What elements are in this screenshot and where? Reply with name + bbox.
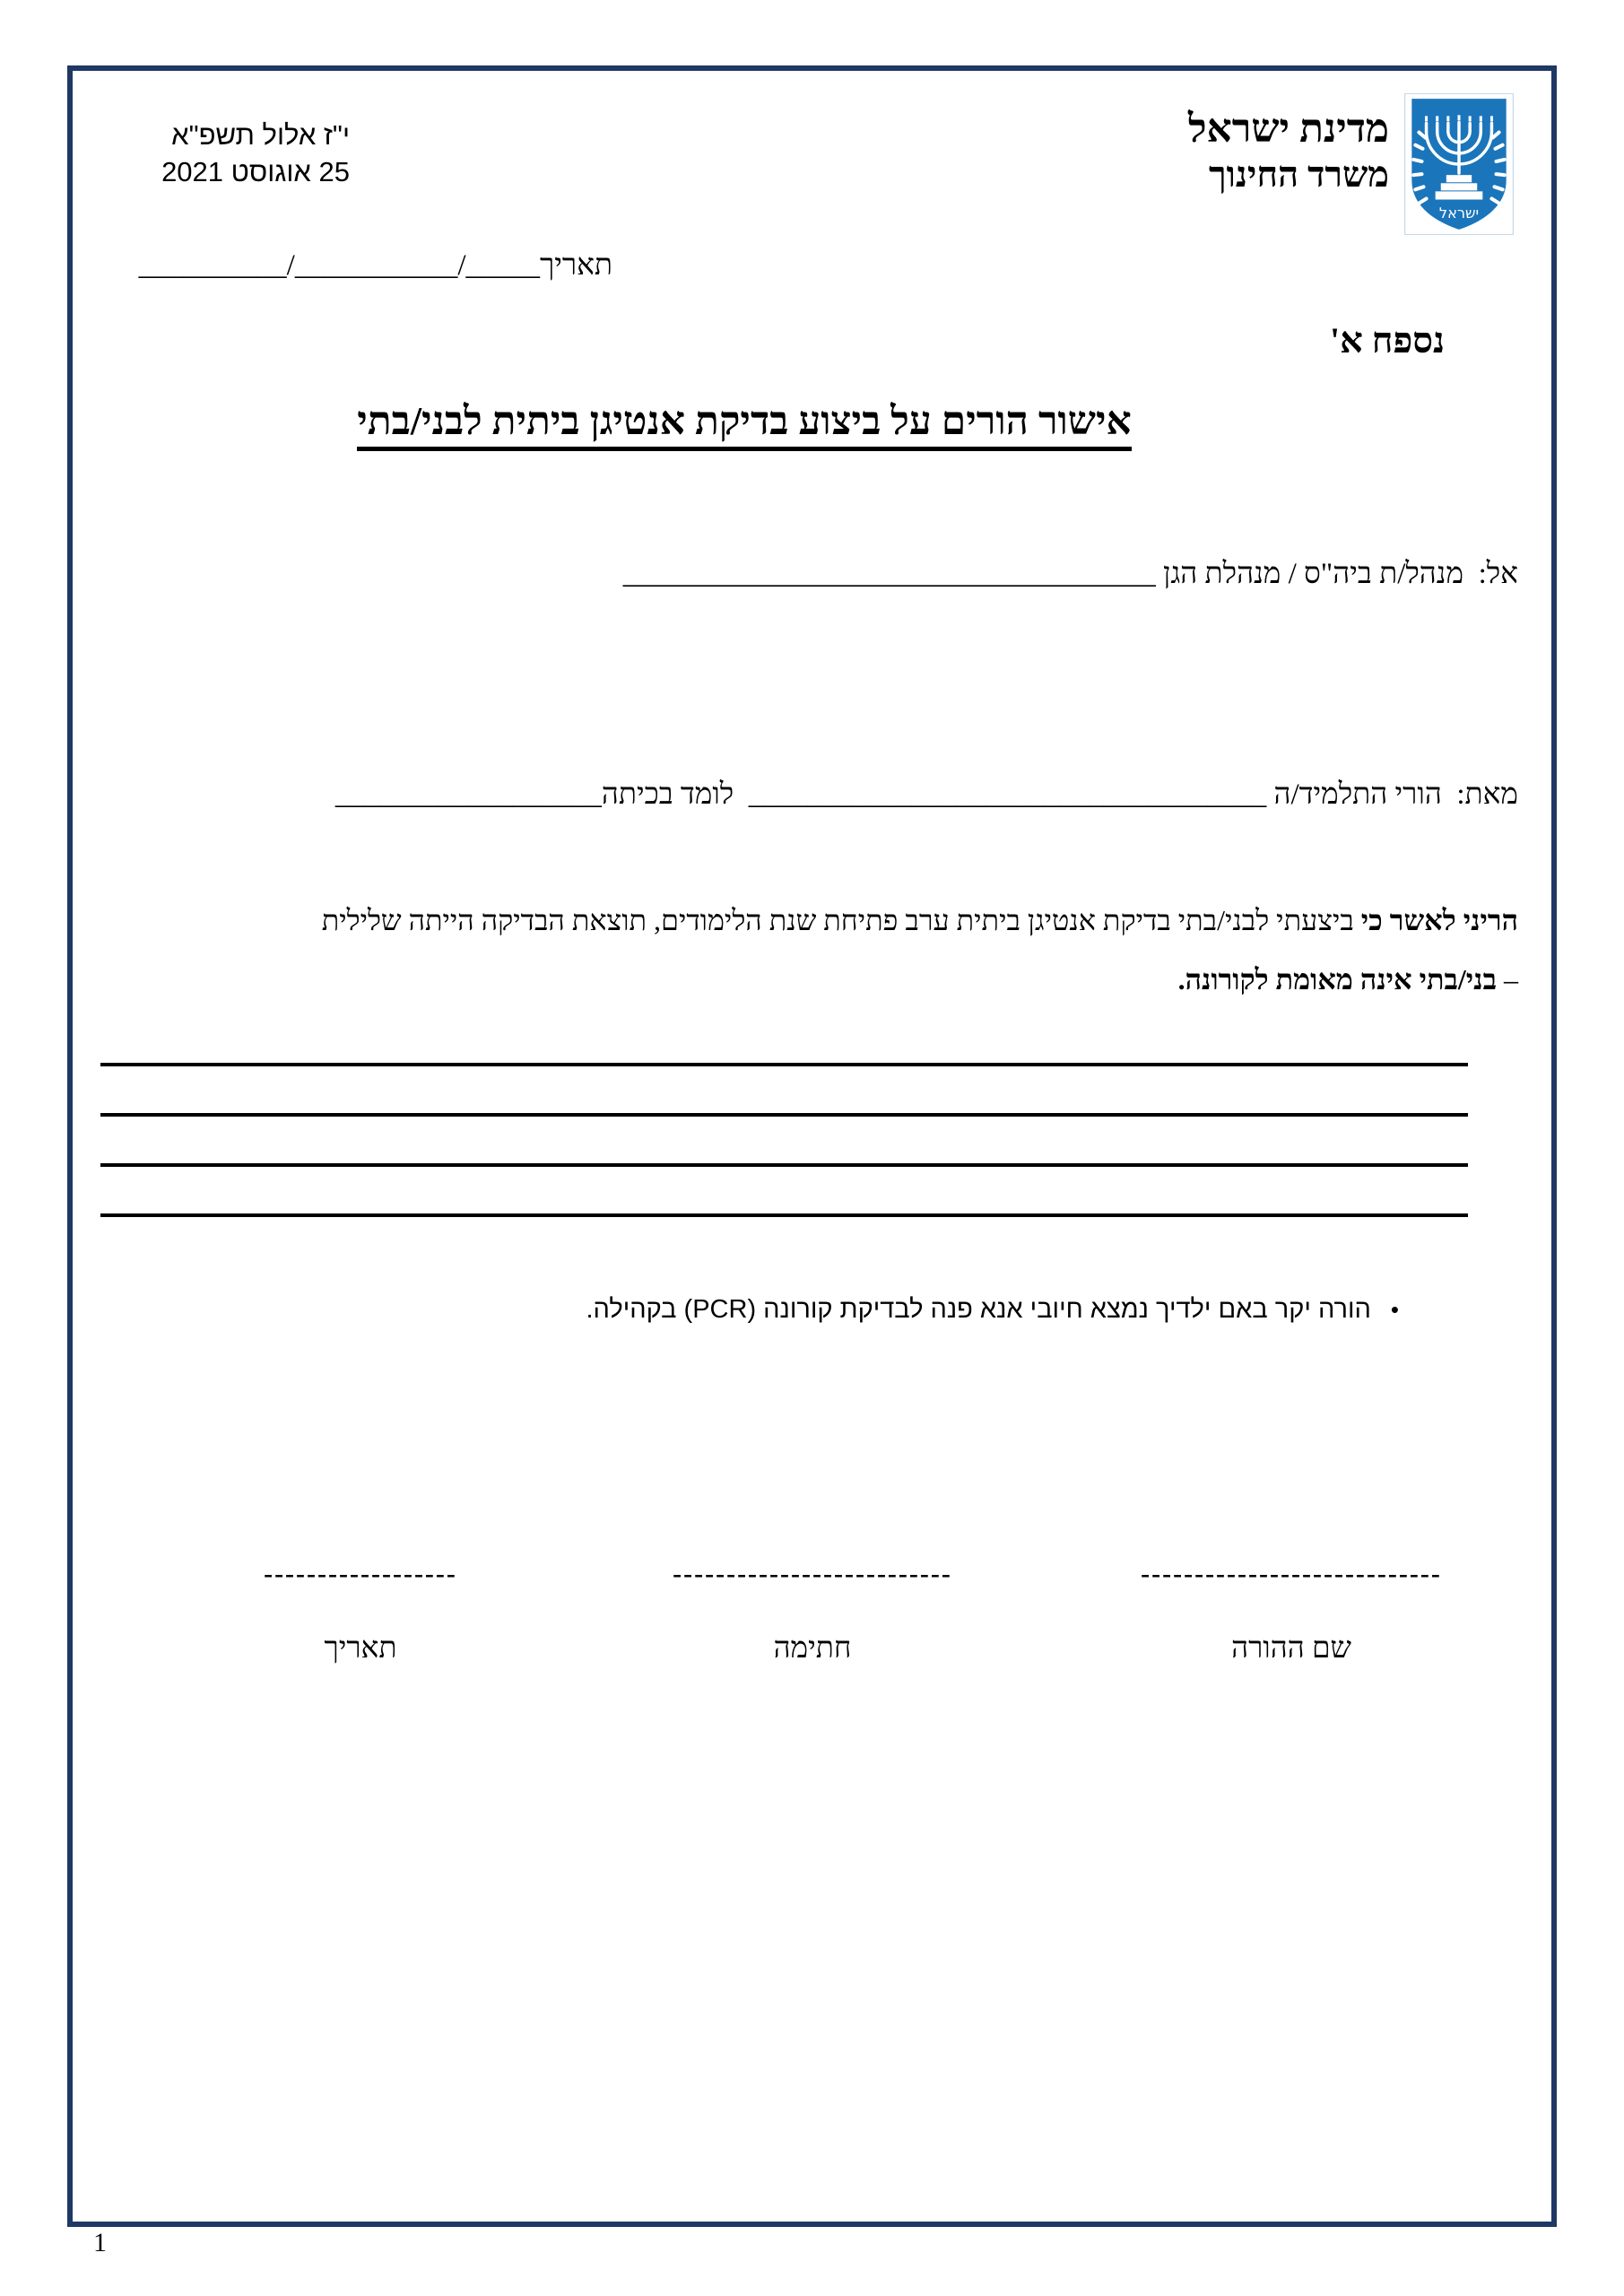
signature-label: תאריך: [324, 1632, 397, 1665]
bullet-note: [586, 1295, 1400, 1325]
signature-field-date: [172, 1559, 549, 1665]
signature-dashed-line: --------------------------: [673, 1559, 952, 1588]
declaration-bold-end: בני/בתי אינה מאומת לקורונה.: [1177, 963, 1497, 996]
student-name-blank-line: ___________________________________: [748, 778, 1267, 811]
signature-label: חתימה: [773, 1632, 852, 1665]
blank-writing-line: [100, 1063, 1468, 1066]
signature-field-signature: [624, 1559, 1001, 1665]
declaration-dash: –: [1497, 963, 1518, 996]
bullet-text: הורה יקר באם ילדיך נמצא חיובי אנא פנה לבדיקת קורונה (PCR) בקהילה.: [586, 1295, 1371, 1324]
israel-emblem-svg: [1404, 93, 1514, 235]
letterhead: [1188, 106, 1389, 197]
from-text: הורי התלמיד/ה: [1273, 778, 1442, 811]
signature-field-parent-name: [1103, 1559, 1480, 1665]
declaration-line-2: [1178, 963, 1518, 996]
date-block: [90, 117, 350, 190]
state-name: מדינת ישראל: [1187, 107, 1389, 151]
to-text: מנהל/ת ביה"ס / מנהלת הגן: [1163, 558, 1464, 590]
ministry-name: משרד החינוך: [1209, 154, 1389, 195]
israel-emblem-icon: [1404, 93, 1514, 235]
to-blank-line: ____________________________________: [622, 558, 1156, 590]
date-fill-line: תאריך_____/___________/__________: [138, 249, 612, 282]
blank-writing-line: [100, 1113, 1468, 1117]
declaration-body: ביצעתי לבני/בתי בדיקת אנטיגן ביתית ערב פתיחת שנת הלימודים, תוצאת הבדיקה הייתה שלילית: [321, 904, 1361, 936]
title-row: [161, 398, 1327, 444]
blank-writing-line: [100, 1163, 1468, 1167]
page-number: 1: [93, 2228, 107, 2257]
blank-writing-line: [100, 1213, 1468, 1217]
gregorian-date: 25 אוגוסט 2021: [161, 156, 350, 187]
from-label: מאת:: [1456, 778, 1518, 811]
page-title: אישור הורים על ביצוע בדיקת אנטיגן ביתית לבני/בתי: [357, 399, 1132, 451]
class-text: לומד בכיתה: [601, 778, 734, 811]
to-label: אל:: [1478, 558, 1518, 590]
bullet-marker: •: [1390, 1296, 1399, 1323]
appendix-label: נספח א': [1330, 320, 1445, 361]
signature-label: שם ההורה: [1231, 1632, 1351, 1665]
signature-dashed-line: ----------------------------: [1141, 1559, 1442, 1588]
declaration-bold-start: הריני לאשר כי: [1360, 904, 1518, 936]
class-blank-line: __________________: [334, 778, 602, 811]
emblem-label: ישראל: [1438, 204, 1480, 222]
from-line: [335, 778, 1518, 812]
declaration-line-1: [322, 904, 1518, 937]
to-line: [623, 558, 1518, 591]
hebrew-date: י"ז אלול תשפ"א: [171, 119, 350, 151]
page-border: [67, 65, 1557, 2227]
signature-dashed-line: ------------------: [264, 1559, 457, 1588]
